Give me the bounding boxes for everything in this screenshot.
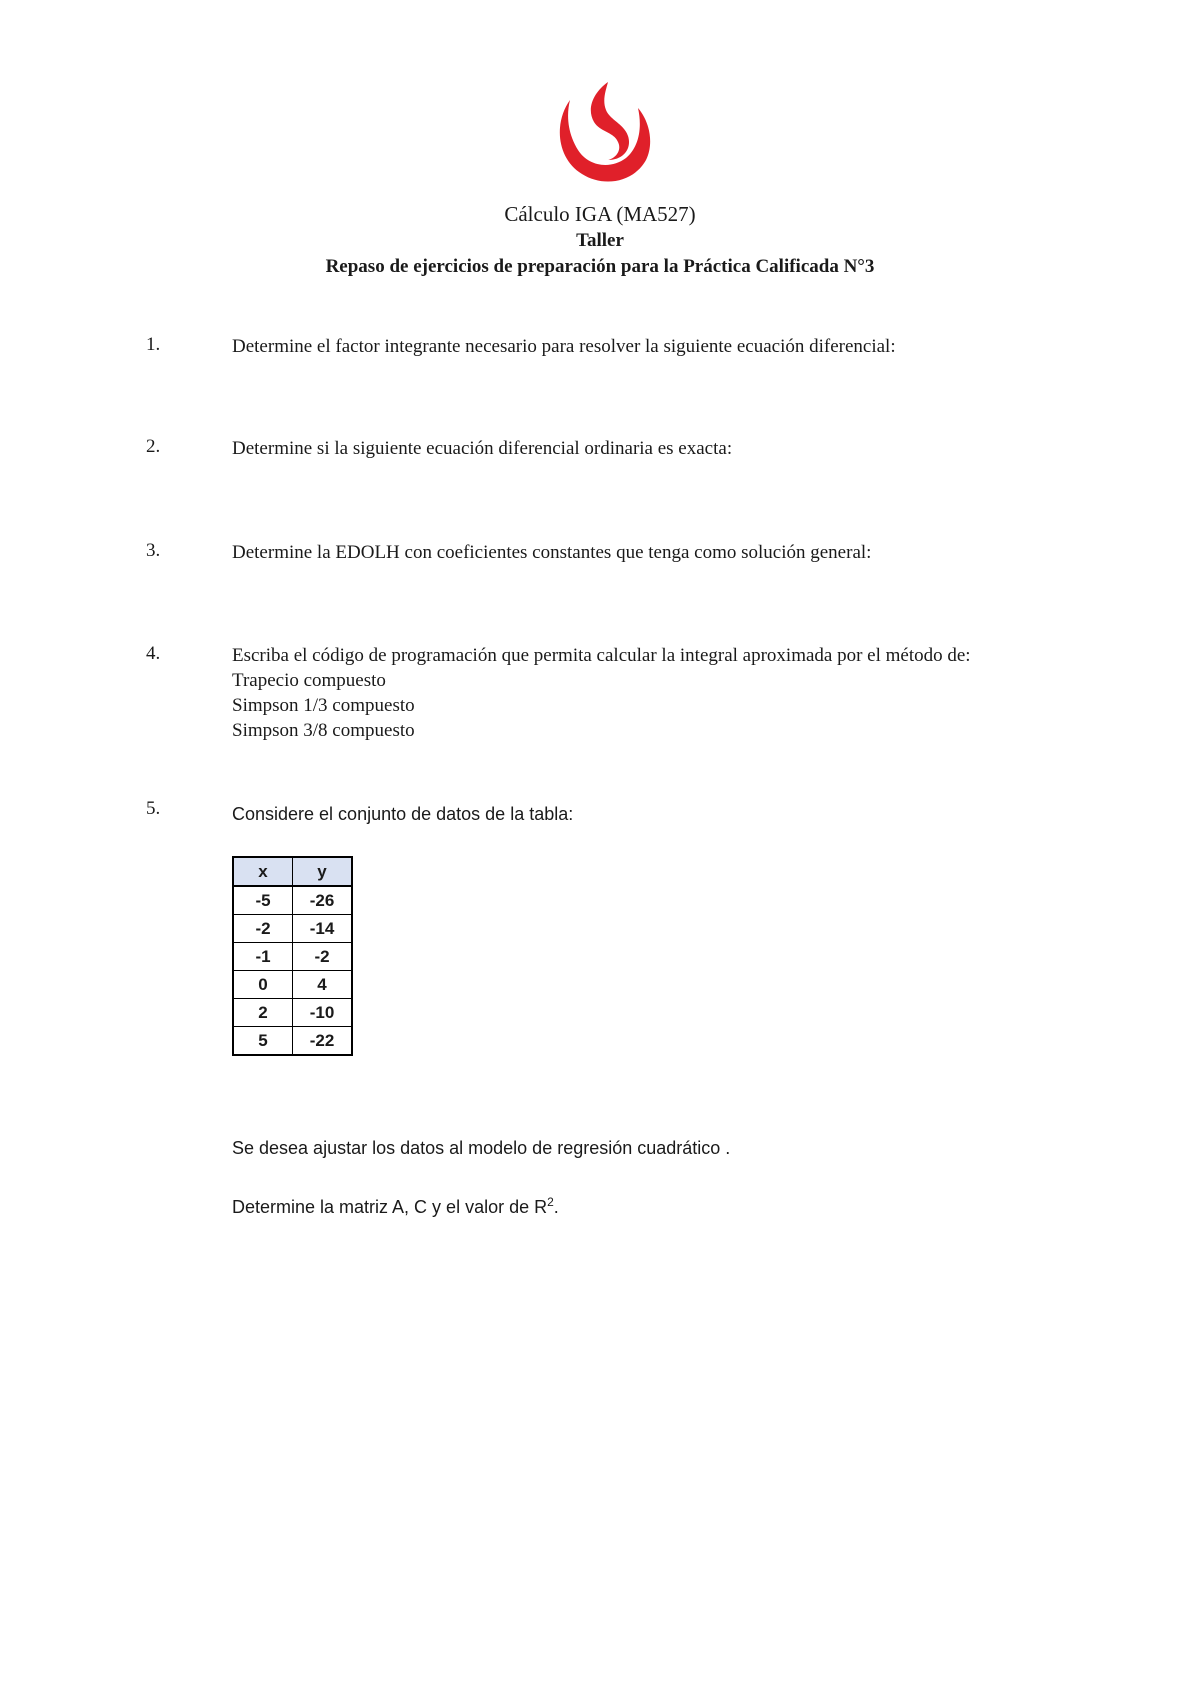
r-squared-exponent: 2 — [547, 1195, 554, 1209]
question-text: Considere el conjunto de datos de la tabla: — [232, 804, 574, 824]
document-subtitle: Taller — [576, 230, 624, 251]
data-table — [232, 856, 353, 1056]
method-item: Simpson 3/8 compuesto — [232, 720, 415, 741]
question-block — [232, 643, 1002, 743]
cell-x: -5 — [233, 886, 293, 915]
column-header-x: x — [233, 857, 293, 886]
cell-y: -2 — [293, 943, 353, 971]
table-header-row — [233, 857, 352, 886]
method-item: Simpson 1/3 compuesto — [232, 695, 415, 716]
question-text: Escriba el código de programación que permita calcular la integral aproximada por el método de: — [232, 645, 971, 666]
column-header-y: y — [293, 857, 353, 886]
task-statement — [232, 1190, 1002, 1220]
method-item: Trapecio compuesto — [232, 670, 386, 691]
cell-x: -2 — [233, 915, 293, 943]
cell-x: 0 — [233, 971, 293, 999]
cell-x: 5 — [233, 1027, 293, 1056]
table-row — [233, 915, 352, 943]
cell-y: -10 — [293, 999, 353, 1027]
cell-y: 4 — [293, 971, 353, 999]
course-title: Cálculo IGA (MA527) — [504, 202, 696, 226]
question-number: 4. — [146, 643, 161, 664]
cell-y: -14 — [293, 915, 353, 943]
table-row — [233, 999, 352, 1027]
task-period: . — [553, 1197, 559, 1217]
question-number: 2. — [146, 436, 161, 457]
task-text: Determine la matriz A, C y el valor de R — [232, 1197, 548, 1217]
question-text: Determine el factor integrante necesario para resolver la siguiente ecuación diferencial: — [232, 336, 896, 357]
regression-statement: Se desea ajustar los datos al modelo de regresión cuadrático . — [232, 1138, 731, 1158]
table-row — [233, 943, 352, 971]
cell-y: -26 — [293, 886, 353, 915]
cell-x: -1 — [233, 943, 293, 971]
university-logo — [552, 78, 652, 186]
question-text: Determine la EDOLH con coeficientes constantes que tenga como solución general: — [232, 542, 872, 563]
cell-x: 2 — [233, 999, 293, 1027]
table-row — [233, 886, 352, 915]
question-number: 5. — [146, 798, 161, 819]
question-text: Determine si la siguiente ecuación diferencial ordinaria es exacta: — [232, 438, 733, 459]
question-number: 1. — [146, 334, 161, 355]
table-row — [233, 1027, 352, 1056]
table-row — [233, 971, 352, 999]
cell-y: -22 — [293, 1027, 353, 1056]
document-heading: Repaso de ejercicios de preparación para la Práctica Calificada N°3 — [325, 256, 875, 277]
question-number: 3. — [146, 540, 161, 561]
